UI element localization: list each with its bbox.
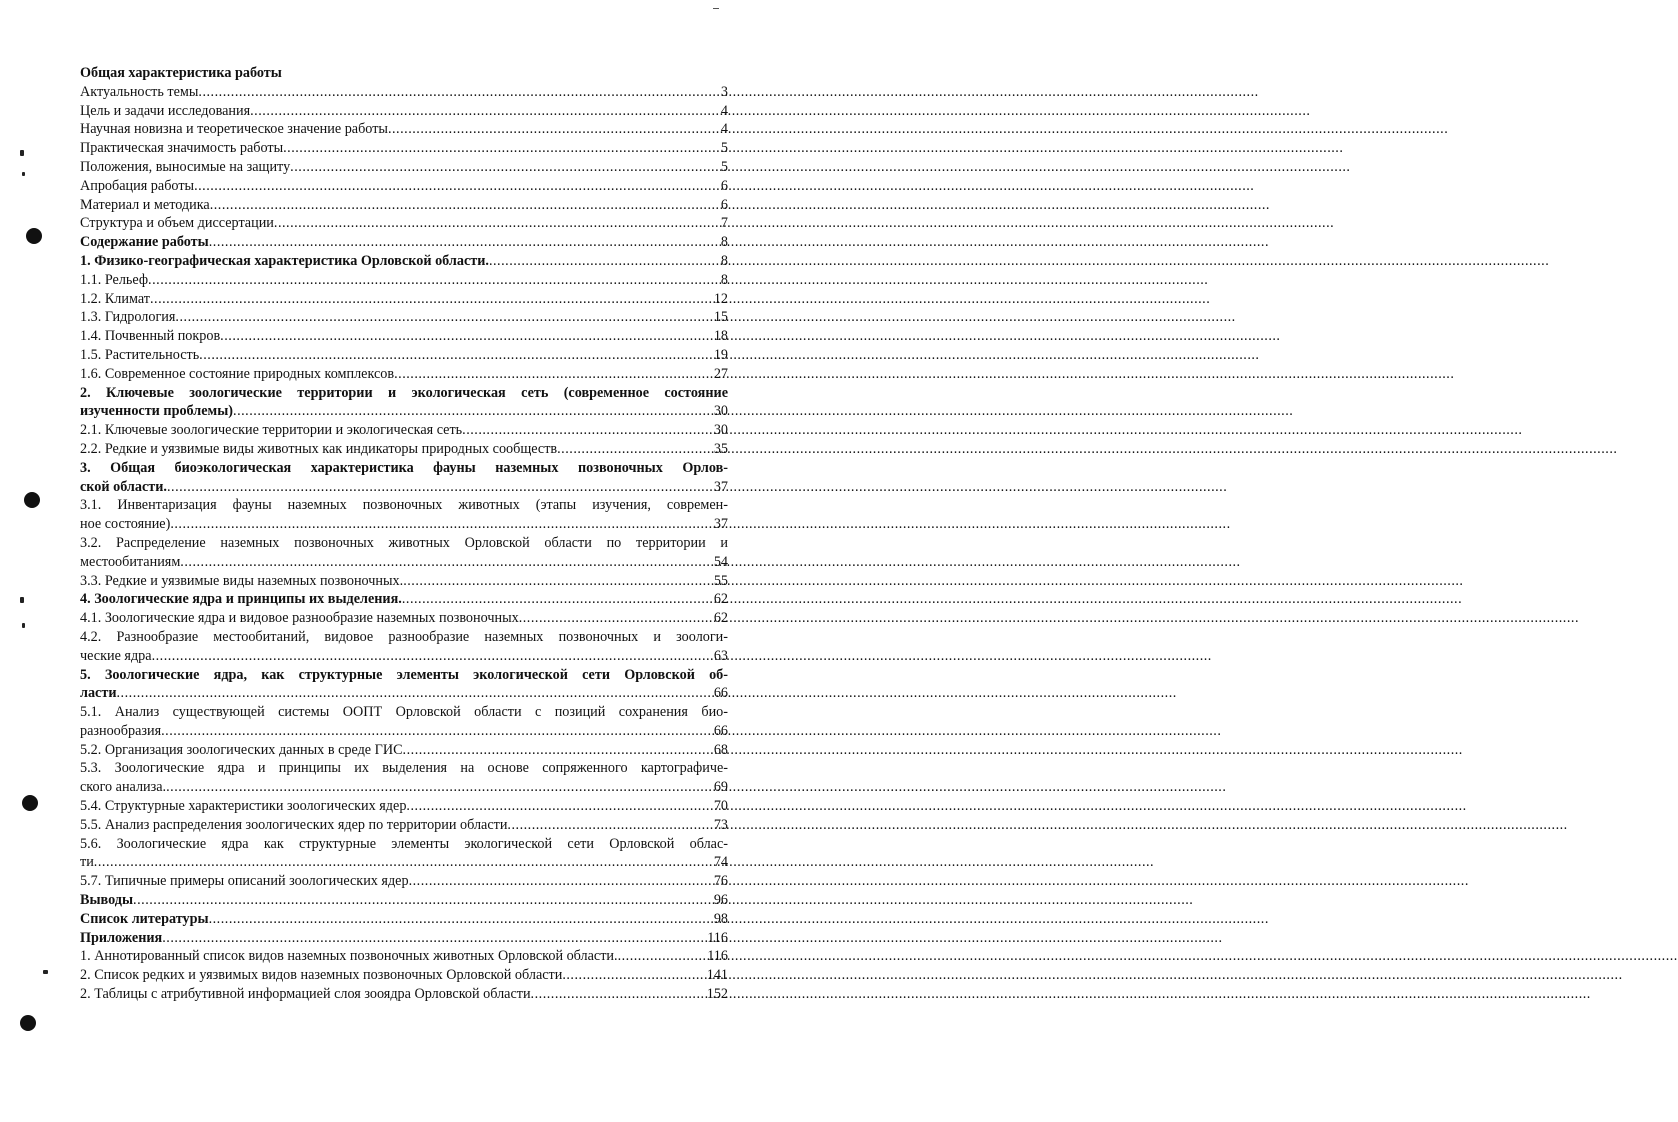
dot-leader <box>166 778 713 797</box>
toc-entry-title: 3.3. Редкие и уязвимые виды наземных позвоночных. <box>80 572 404 589</box>
dot-leader <box>462 421 713 440</box>
toc-entry-title: Практическая значимость работы <box>80 140 284 157</box>
toc-page-number: 62 <box>713 610 728 627</box>
dot-leader <box>557 440 713 459</box>
toc-page-number: 76 <box>713 873 728 890</box>
toc-entry-title: 5.5. Анализ распределения зоологических ядер по территории области <box>80 816 508 833</box>
toc-page-number: 8 <box>720 252 728 269</box>
toc-entry <box>80 628 728 666</box>
toc-entry-title-line: 4.2. Разнообразие местообитаний, видовое разнообразие наземных позвоночных и зоологи- <box>80 628 728 645</box>
toc-entry <box>80 609 728 628</box>
toc-entry-title: ской области. <box>80 478 167 495</box>
toc-entry <box>80 703 728 741</box>
punch-hole <box>26 228 42 244</box>
punch-hole <box>22 795 38 811</box>
toc-entry <box>80 496 728 534</box>
toc-page-number: 63 <box>713 647 728 664</box>
dot-leader <box>394 365 713 384</box>
scanned-page <box>0 0 792 1122</box>
toc-entry-title: 5.2. Организация зоологических данных в среде ГИС <box>80 741 403 758</box>
toc-entry <box>80 759 728 797</box>
toc-entry-title: изученности проблемы) <box>80 403 234 420</box>
toc-entry <box>80 308 728 327</box>
dot-leader <box>531 985 706 1004</box>
toc-entry <box>80 910 728 929</box>
toc-entry-title: 2.2. Редкие и уязвимые виды животных как индикаторы природных сообществ <box>80 440 558 457</box>
toc-entry-continuation <box>80 553 728 572</box>
toc-entry <box>80 158 728 177</box>
scan-mark <box>43 970 48 974</box>
toc-page-number: 37 <box>713 478 728 495</box>
toc-entry <box>80 252 728 271</box>
toc-entry <box>80 741 728 760</box>
dot-leader <box>274 214 720 233</box>
dot-leader <box>170 515 712 534</box>
toc-entry <box>80 346 728 365</box>
toc-page-number: 66 <box>713 722 728 739</box>
dot-leader <box>519 609 713 628</box>
toc-entry <box>80 459 728 497</box>
toc-entry <box>80 835 728 873</box>
dot-leader <box>402 590 713 609</box>
dot-leader <box>117 684 713 703</box>
toc-entry-title: Научная новизна и теоретическое значение работы <box>80 121 388 138</box>
toc-page-number: 69 <box>713 779 728 796</box>
dot-leader <box>209 910 713 929</box>
toc-entry <box>80 816 728 835</box>
toc-page-number: 73 <box>713 816 728 833</box>
toc-entry <box>80 139 728 158</box>
toc-entries <box>80 83 728 1004</box>
dot-leader <box>250 102 720 121</box>
toc-entry <box>80 271 728 290</box>
toc-entry-title: 1.1. Рельеф <box>80 271 149 288</box>
toc-entry <box>80 421 728 440</box>
toc-page-number: 27 <box>713 365 728 382</box>
dot-leader <box>618 947 707 966</box>
toc-entry <box>80 177 728 196</box>
toc-page-number: 6 <box>720 196 728 213</box>
toc-entry <box>80 290 728 309</box>
toc-entry-title: 5.7. Типичные примеры описаний зоологических ядер <box>80 873 409 890</box>
toc-page-number: 4 <box>720 102 728 119</box>
toc-entry-title-line: 2. Ключевые зоологические территории и экологическая сеть (современное состояние <box>80 384 728 401</box>
toc-page-number: 98 <box>713 910 728 927</box>
dot-leader <box>388 120 720 139</box>
toc-entry-title: 1.3. Гидрология <box>80 309 176 326</box>
dot-leader <box>94 853 713 872</box>
toc-entry <box>80 572 728 591</box>
toc-entry-continuation <box>80 402 728 421</box>
toc-entry <box>80 384 728 422</box>
toc-page-number: 6 <box>720 177 728 194</box>
toc-entry-continuation <box>80 722 728 741</box>
dot-leader <box>210 196 720 215</box>
dot-leader <box>489 252 720 271</box>
toc-entry-title-line: 5.3. Зоологические ядра и принципы их выделения на основе сопряженного картографиче- <box>80 760 728 777</box>
toc-entry-title: 1. Физико-географическая характеристика Орловской области. <box>80 252 489 269</box>
toc-page-number: 18 <box>713 328 728 345</box>
dot-leader <box>209 233 720 252</box>
toc-entry-title: Список литературы <box>80 910 209 927</box>
toc-entry-title: 2. Список редких и уязвимых видов наземных позвоночных Орловской области <box>80 967 563 984</box>
toc-entry-title: 4. Зоологические ядра и принципы их выделения. <box>80 591 402 608</box>
toc-entry-title-line: 5. Зоологические ядра, как структурные элементы экологической сети Орловской об- <box>80 666 728 683</box>
toc-page-number: 8 <box>720 271 728 288</box>
toc-entry-title-line: 3. Общая биоэкологическая характеристика фауны наземных позвоночных Орлов- <box>80 459 728 476</box>
scan-mark <box>20 150 24 156</box>
toc-entry <box>80 966 728 985</box>
toc-entry-title: 1.5. Растительность <box>80 346 200 363</box>
dot-leader <box>198 83 720 102</box>
toc-page-number: 152 <box>706 986 728 1003</box>
toc-entry <box>80 196 728 215</box>
toc-page-number: 19 <box>713 346 728 363</box>
toc-entry-title: Материал и методика <box>80 196 210 213</box>
toc-entry-title: ласти <box>80 685 117 702</box>
dot-leader <box>406 797 712 816</box>
toc-entry <box>80 214 728 233</box>
toc-entry-title-line: 5.6. Зоологические ядра как структурные элементы экологической сети Орловской облас- <box>80 835 728 852</box>
table-of-contents <box>80 64 728 1004</box>
toc-page-number: 12 <box>713 290 728 307</box>
dot-leader <box>220 327 713 346</box>
toc-page-number: 116 <box>707 948 728 965</box>
toc-entry-title: разнообразия <box>80 722 162 739</box>
toc-entry <box>80 120 728 139</box>
dot-leader <box>161 722 713 741</box>
toc-entry <box>80 891 728 910</box>
toc-page-number: 116 <box>707 929 728 946</box>
toc-page-number: 54 <box>713 553 728 570</box>
dot-leader <box>233 402 713 421</box>
toc-entry <box>80 797 728 816</box>
toc-page-number: 62 <box>713 591 728 608</box>
toc-entry <box>80 929 728 948</box>
toc-entry-title: местообитаниям <box>80 553 181 570</box>
dot-leader <box>167 478 713 497</box>
toc-entry-title: ное состояние) <box>80 516 171 533</box>
toc-entry-continuation <box>80 478 728 497</box>
dot-leader <box>175 308 712 327</box>
dot-leader <box>152 647 713 666</box>
toc-page-number: 70 <box>713 798 728 815</box>
dot-leader <box>133 891 713 910</box>
toc-page-number: 4 <box>720 121 728 138</box>
toc-entry-continuation <box>80 853 728 872</box>
toc-entry-title-line: 3.1. Инвентаризация фауны наземных позвоночных животных (этапы изучения, современ- <box>80 497 728 514</box>
toc-entry-title: 1. Аннотированный список видов наземных позвоночных животных Орловской области. <box>80 948 618 965</box>
dot-leader <box>409 872 713 891</box>
toc-entry-title: Структура и объем диссертации <box>80 215 274 232</box>
toc-entry-title: Выводы <box>80 892 134 909</box>
toc-entry <box>80 102 728 121</box>
toc-page-number: 30 <box>713 422 728 439</box>
toc-page-number: 66 <box>713 685 728 702</box>
toc-entry <box>80 327 728 346</box>
toc-page-number: 55 <box>713 572 728 589</box>
toc-entry-title: Содержание работы <box>80 234 209 251</box>
toc-page-number: 8 <box>720 234 728 251</box>
toc-entry-title: 5.4. Структурные характеристики зоологических ядер <box>80 798 407 815</box>
dot-leader <box>403 572 713 591</box>
toc-entry-title: Апробация работы <box>80 177 195 194</box>
toc-page-number: 74 <box>713 854 728 871</box>
toc-entry-continuation <box>80 647 728 666</box>
toc-entry <box>80 985 728 1004</box>
toc-entry <box>80 440 728 459</box>
scan-mark <box>713 8 719 9</box>
toc-entry-title: Актуальность темы <box>80 83 199 100</box>
dot-leader <box>180 553 713 572</box>
toc-entry-title-line: 5.1. Анализ существующей системы ООПТ Орловской области с позиций сохранения био- <box>80 704 728 721</box>
dot-leader <box>199 346 713 365</box>
toc-entry <box>80 534 728 572</box>
toc-entry-title-line: 3.2. Распределение наземных позвоночных животных Орловской области по территории и <box>80 534 728 551</box>
toc-entry-title: Приложения <box>80 929 163 946</box>
dot-leader <box>290 158 720 177</box>
toc-entry-title: ческие ядра <box>80 647 152 664</box>
toc-entry-continuation <box>80 515 728 534</box>
toc-entry-continuation <box>80 778 728 797</box>
dot-leader <box>507 816 712 835</box>
scan-mark <box>20 597 24 603</box>
toc-entry <box>80 947 728 966</box>
toc-entry-title: Положения, выносимые на защиту <box>80 158 291 175</box>
toc-entry-title: ского анализа. <box>80 779 167 796</box>
punch-hole <box>24 492 40 508</box>
dot-leader <box>162 929 706 948</box>
toc-entry <box>80 365 728 384</box>
toc-page-number: 5 <box>720 140 728 157</box>
toc-entry <box>80 590 728 609</box>
toc-page-number: 3 <box>720 83 728 100</box>
scan-mark <box>22 623 25 628</box>
toc-page-number: 96 <box>713 892 728 909</box>
toc-entry-title: 1.6. Современное состояние природных комплексов <box>80 365 395 382</box>
toc-entry-title: 1.2. Климат <box>80 290 150 307</box>
dot-leader <box>194 177 720 196</box>
dot-leader <box>403 741 713 760</box>
toc-page-number: 35 <box>713 440 728 457</box>
toc-heading: Общая характеристика работы <box>80 65 282 81</box>
toc-entry-continuation <box>80 684 728 703</box>
dot-leader <box>148 271 720 290</box>
toc-page-number: 37 <box>713 516 728 533</box>
toc-entry-title: ти <box>80 854 94 871</box>
dot-leader <box>283 139 720 158</box>
toc-page-number: 30 <box>713 403 728 420</box>
toc-page-number: 15 <box>713 309 728 326</box>
toc-entry-title: 2. Таблицы с атрибутивной информацией слоя зооядра Орловской области <box>80 986 531 1003</box>
punch-hole <box>20 1015 36 1031</box>
toc-page-number: 68 <box>713 741 728 758</box>
toc-entry-title: 1.4. Почвенный покров <box>80 328 221 345</box>
toc-page-number: 7 <box>720 215 728 232</box>
toc-entry <box>80 666 728 704</box>
toc-entry-title: 2.1. Ключевые зоологические территории и экологическая сеть <box>80 422 463 439</box>
dot-leader <box>562 966 705 985</box>
toc-entry <box>80 233 728 252</box>
toc-entry-title: 4.1. Зоологические ядра и видовое разнообразие наземных позвоночных <box>80 610 519 627</box>
toc-entry <box>80 872 728 891</box>
toc-entry-title: Цель и задачи исследования <box>80 102 251 119</box>
toc-page-number: 5 <box>720 158 728 175</box>
scan-mark <box>22 172 25 176</box>
toc-entry <box>80 83 728 102</box>
dot-leader <box>150 290 713 309</box>
toc-page-number: 141 <box>706 967 728 984</box>
